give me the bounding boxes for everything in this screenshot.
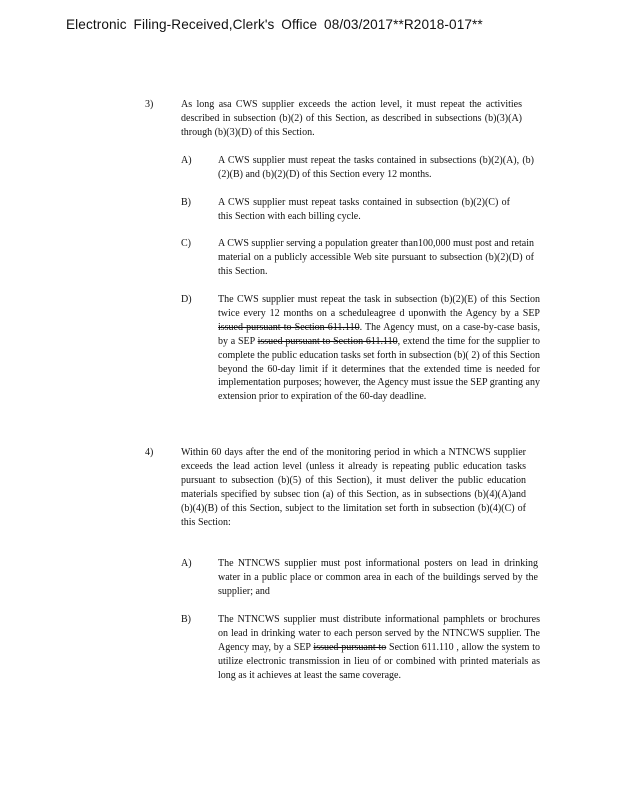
item-3a-text: A CWS supplier must repeat the tasks contained in subsections (b)(2)(A), (b)(2)(B) and (b)(2)(D) of this Section every 12 months. — [218, 155, 534, 180]
item-4b-text-part1: The NTNCWS supplier must distribute informational pamphlets or brochures on lead in drinking water to each person served by the NTNCWS supplier. The Agency may, by a SEP — [218, 614, 540, 653]
item-3b-text: A CWS supplier must repeat tasks contained in subsection (b)(2)(C) of this Section with each billing cycle. — [218, 197, 510, 222]
item-3c-number: C) — [181, 238, 191, 249]
item-4b-number: B) — [181, 614, 191, 625]
item-4-text: Within 60 days after the end of the monitoring period in which a NTNCWS supplier exceeds the lead action level (unless it already is repeating public education tasks pursuant to subsection (b)(5) of this Section), it must deliver the public education materials specified by subsec tion (a) of this Section, as in subsections (b)(4)(A)and (b)(4)(B) of this Section, subject to the limitation set forth in subsection (b)(4)(C) of this Section: — [181, 447, 526, 528]
item-3a-number: A) — [181, 155, 192, 166]
item-3d-text-part1: The CWS supplier must repeat the task in subsection (b)(2)(E) of this Section twice every 12 months on a scheduleagree d uponwith the Agency by a SEP — [218, 294, 540, 319]
item-3c-text: A CWS supplier serving a population greater than100,000 must post and retain material on a publicly accessible Web site pursuant to subsection (b)(2)(D) of this Section. — [218, 238, 534, 277]
item-3-text: As long asa CWS supplier exceeds the action level, it must repeat the activities described in subsection (b)(2) of this Section, as described in subsections (b)(3)(A) through (b)(3)(D) of this Section. — [181, 99, 522, 138]
filing-header: Electronic Filing-Received,Clerk's Office 08/03/2017**R2018-017** — [66, 17, 483, 32]
item-4b-text — [218, 613, 540, 683]
item-3d-text — [218, 293, 540, 404]
item-3d-text-part2: . The Agency must, on a case-by-case basis, by a SEP — [218, 321, 540, 347]
item-4a-number: A) — [181, 558, 192, 569]
item-3d-number: D) — [181, 294, 192, 305]
item-4b-struck: issued pursuant to — [313, 641, 387, 653]
item-3d-text-part3: , extend the time for the supplier to complete the public education tasks set forth in subsection (b)( 2) of this Section beyond the 60-day limit if it determines that the extended time is needed for implementation purposes; however, the Agency must issue the SEP granting any extension prior to expiration of the 60-day deadline. — [218, 335, 540, 403]
item-3-number: 3) — [145, 99, 154, 110]
item-4a-text: The NTNCWS supplier must post informational posters on lead in drinking water in a public place or common area in each of the buildings served by the supplier; and — [218, 558, 538, 597]
item-3d-struck-1: issued pursuant to Section 611.110 — [218, 321, 360, 333]
item-4-number: 4) — [145, 447, 154, 458]
item-3b-number: B) — [181, 197, 191, 208]
item-4b-text-part2: Section 611.110 , allow the system to utilize electronic transmission in lieu of or combined with printed materials as long as it achieves at least the same coverage. — [218, 641, 541, 681]
item-3d-struck-2: issued pursuant to Section 611.110 — [257, 335, 398, 347]
